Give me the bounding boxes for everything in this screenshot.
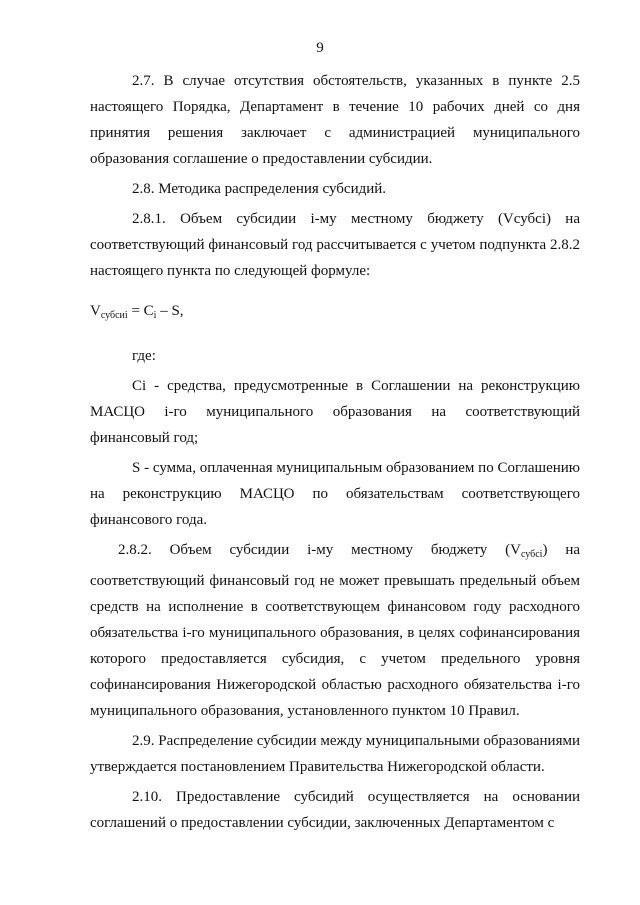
formula-v-subscript: субсиi xyxy=(100,310,128,321)
paragraph-2-8-2-subscript: субсi xyxy=(520,549,543,560)
formula-c-subscript: i xyxy=(153,310,157,321)
formula-minus-s: – S, xyxy=(156,303,184,319)
paragraph-2-10: 2.10. Предоставление субсидий осуществляется на основании соглашений о предоставлении субсидии, заключенных Департаментом с xyxy=(90,789,580,831)
formula xyxy=(90,298,580,329)
paragraph-2-8: 2.8. Методика распределения субсидий. xyxy=(132,181,387,197)
paragraph-2-7: 2.7. В случае отсутствия обстоятельств, указанных в пункте 2.5 настоящего Порядка, Департамент в течение 10 рабочих дней со дня принятия решения заключает с администрацией муниципального образования соглашение о предоставлении субсидии. xyxy=(90,73,580,167)
where-label: где: xyxy=(132,348,156,364)
paragraph-2-9: 2.9. Распределение субсидии между муниципальными образованиями утверждается постановлением Правительства Нижегородской области. xyxy=(90,733,580,775)
paragraph-2-8-2-rest: ) на соответствующий финансовый год не может превышать предельный объем средств на исполнение в соответствующем финансовом году расходного обязательства i-го муниципального образования, в целях софинансирования которого предоставляется субсидия, с учетом предельного уровня софинансирования Нижегородской областью расходного обязательства i-го муниципального образования, установленного пунктом 10 Правил. xyxy=(90,542,581,719)
document-body xyxy=(90,68,580,840)
page-number: 9 xyxy=(316,40,324,56)
definition-ci: Ci - средства, предусмотренные в Соглашении на реконструкцию МАСЦО i-го муниципального образования на соответствующий финансовый год; xyxy=(90,378,580,446)
definition-s: S - сумма, оплаченная муниципальным образованием по Соглашению на реконструкцию МАСЦО по обязательствам соответствующего финансового года. xyxy=(90,460,580,528)
paragraph-2-8-2 xyxy=(90,537,580,724)
formula-equals-c: = C xyxy=(127,303,154,319)
paragraph-2-8-2-start: 2.8.2. Объем субсидии i-му местному бюджету (V xyxy=(118,542,521,558)
formula-v: V xyxy=(90,303,101,319)
paragraph-2-8-1: 2.8.1. Объем субсидии i-му местному бюджету (Vсубсi) на соответствующий финансовый год рассчитывается с учетом подпункта 2.8.2 настоящего пункта по следующей формуле: xyxy=(90,211,580,279)
